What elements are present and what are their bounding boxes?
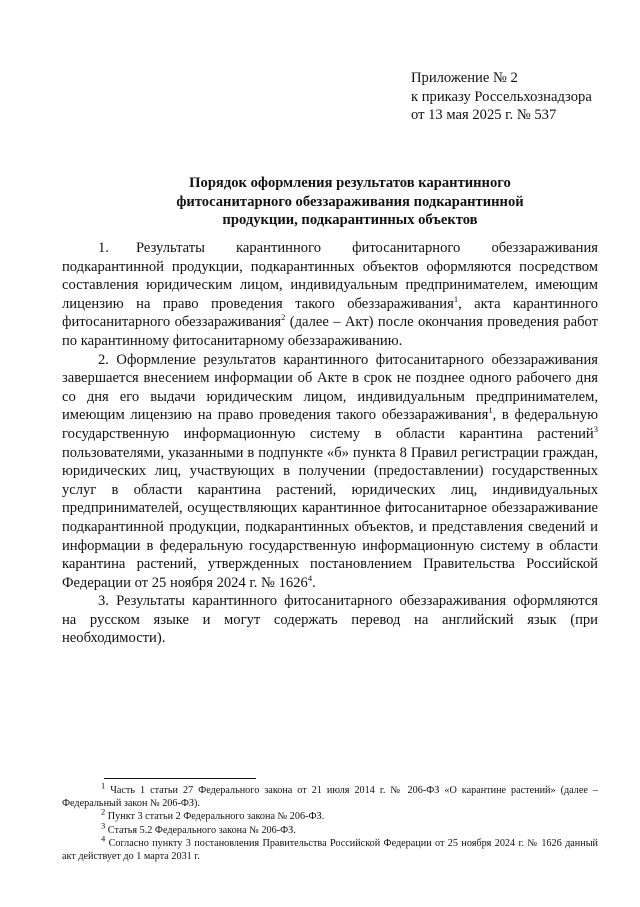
footnote-2: [62, 807, 598, 823]
paragraph-1: [62, 239, 598, 351]
footnote-3-mark: 3: [101, 820, 106, 831]
footnote-2-mark: 2: [101, 807, 106, 818]
footnote-ref-1-repeat[interactable]: 1: [488, 405, 493, 416]
paragraph-2-text-b: , в федеральную государственную информационную систему в области карантина растений: [62, 407, 598, 442]
paragraph-2-text-c: пользователями, указанными в подпункте «б» пункта 8 Правил регистрации граждан, юридических лиц, участвующих в получении (предоставлении) государственных услуг в области карантина растений, юридических лиц, индивидуальных предпринимателей, осуществляющих карантинное фитосанитарное обеззараживание подкарантинной продукции, подкарантинных объектов, и представления сведений и информации в федеральную государственную информационную систему в области карантина растений, утвержденных постановлением Правительства Российской Федерации от 25 ноября 2024 г. № 1626: [62, 444, 598, 591]
footnote-ref-2[interactable]: 2: [281, 312, 286, 323]
footnote-1: [62, 780, 598, 810]
appendix-number: Приложение № 2: [411, 70, 518, 86]
title-line-2: фитосанитарного обеззараживания подкарантинной: [176, 193, 524, 210]
paragraph-2-text-d: .: [312, 574, 316, 591]
paragraph-2-text-a: 2. Оформление результатов карантинного фитосанитарного обеззараживания завершается внесением информации об Акте в срок не позднее одного рабочего дня со дня его выдачи юридическим лицом, индивидуальным предпринимателем, имеющим лицензию на право проведения такого обеззараживания: [62, 351, 598, 424]
title-line-1: Порядок оформления результатов карантинного: [189, 175, 511, 191]
appendix-header: [411, 69, 592, 125]
paragraph-2: [62, 351, 598, 593]
paragraph-1-text-b: , акта карантинного фитосанитарного обеззараживания: [62, 295, 598, 331]
paragraph-1-text-c: (далее – Акт) после окончания проведения работ по карантинному фитосанитарному обеззараживанию.: [62, 314, 598, 349]
paragraph-1-text-a: Результаты карантинного фитосанитарного обеззараживания подкарантинной продукции, подкарантинных объектов оформляются посредством составления юридическим лицом, индивидуальным предпринимателем, имеющим лицензию на право проведения такого обеззараживания: [62, 240, 598, 312]
footnote-1-text: Часть 1 статьи 27 Федерального закона от 21 июля 2014 г. № 206-ФЗ «О карантине растений» (далее – Федеральный закон № 206-ФЗ).: [62, 785, 598, 810]
footnote-ref-4[interactable]: 4: [307, 572, 313, 583]
appendix-order-date: от 13 мая 2025 г. № 537: [411, 107, 557, 123]
footnote-separator: [104, 778, 256, 779]
title-line-3: продукции, подкарантинных объектов: [222, 212, 478, 229]
paragraph-1-number: 1.: [98, 240, 109, 256]
footnotes-block: [62, 780, 598, 863]
paragraph-3: 3. Результаты карантинного фитосанитарного обеззараживания оформляются на русском языке и могут содержать перевод на английский язык (при необходимости).: [62, 593, 598, 647]
document-title: [140, 174, 560, 230]
footnote-3: [62, 820, 598, 837]
footnote-2-text: Пункт 3 статьи 2 Федерального закона № 206-ФЗ.: [105, 811, 325, 823]
document-body: [62, 239, 598, 648]
footnote-4-text: Согласно пункту 3 постановления Правительства Российской Федерации от 25 ноября 2024 г. № 1626 данный акт действует до 1 марта 2031 г.: [62, 837, 598, 863]
appendix-order-reference: к приказу Россельхознадзора: [411, 88, 592, 105]
footnote-4-mark: 4: [101, 833, 106, 844]
footnote-ref-1[interactable]: 1: [453, 293, 459, 304]
footnote-4: [62, 833, 598, 863]
footnote-1-mark: 1: [101, 780, 106, 791]
footnote-ref-3[interactable]: 3: [593, 424, 598, 435]
footnote-3-text: Статья 5.2 Федерального закона № 206-ФЗ.: [105, 824, 296, 836]
